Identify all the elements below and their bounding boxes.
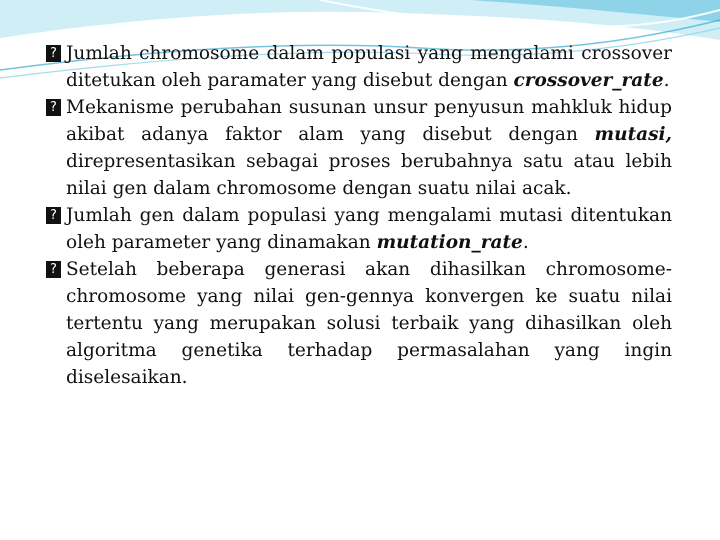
term-crossover-rate: crossover_rate (513, 70, 664, 91)
bullet-item-konvergen (46, 256, 672, 391)
bullet-item-mutation-rate (46, 202, 672, 256)
bullet-item-mutasi (46, 94, 672, 202)
bullet-icon: ? (46, 261, 61, 278)
term-mutation-rate: mutation_rate (376, 232, 523, 253)
bullet-text: Jumlah chromosome dalam populasi yang mengalami crossover ditetukan oleh paramater yang disebut dengan (66, 43, 672, 91)
bullet-icon: ? (46, 99, 61, 116)
bullet-item-crossover-rate (46, 40, 672, 94)
bullet-text: Mekanisme perubahan susunan unsur penyusun mahkluk hidup akibat adanya faktor alam yang disebut dengan (66, 97, 672, 145)
bullet-text-end: . (663, 70, 670, 91)
bullet-text: Jumlah gen dalam populasi yang mengalami mutasi ditentukan oleh parameter yang dinamakan (66, 205, 672, 253)
bullet-text-end: direpresentasikan sebagai proses berubahnya satu atau lebih nilai gen dalam chromosome dengan suatu nilai acak. (66, 151, 672, 199)
bullet-icon: ? (46, 207, 61, 224)
bullet-text-end: . (522, 232, 529, 253)
bullet-icon: ? (46, 45, 61, 62)
bullet-list (46, 40, 672, 391)
bullet-text: Setelah beberapa generasi akan dihasilkan chromosome-chromosome yang nilai gen-gennya konvergen ke suatu nilai tertentu yang merupakan solusi terbaik yang dihasilkan oleh algoritma genetika terhadap permasalahan yang ingin diselesaikan. (66, 259, 672, 388)
term-mutasi: mutasi, (594, 124, 672, 145)
